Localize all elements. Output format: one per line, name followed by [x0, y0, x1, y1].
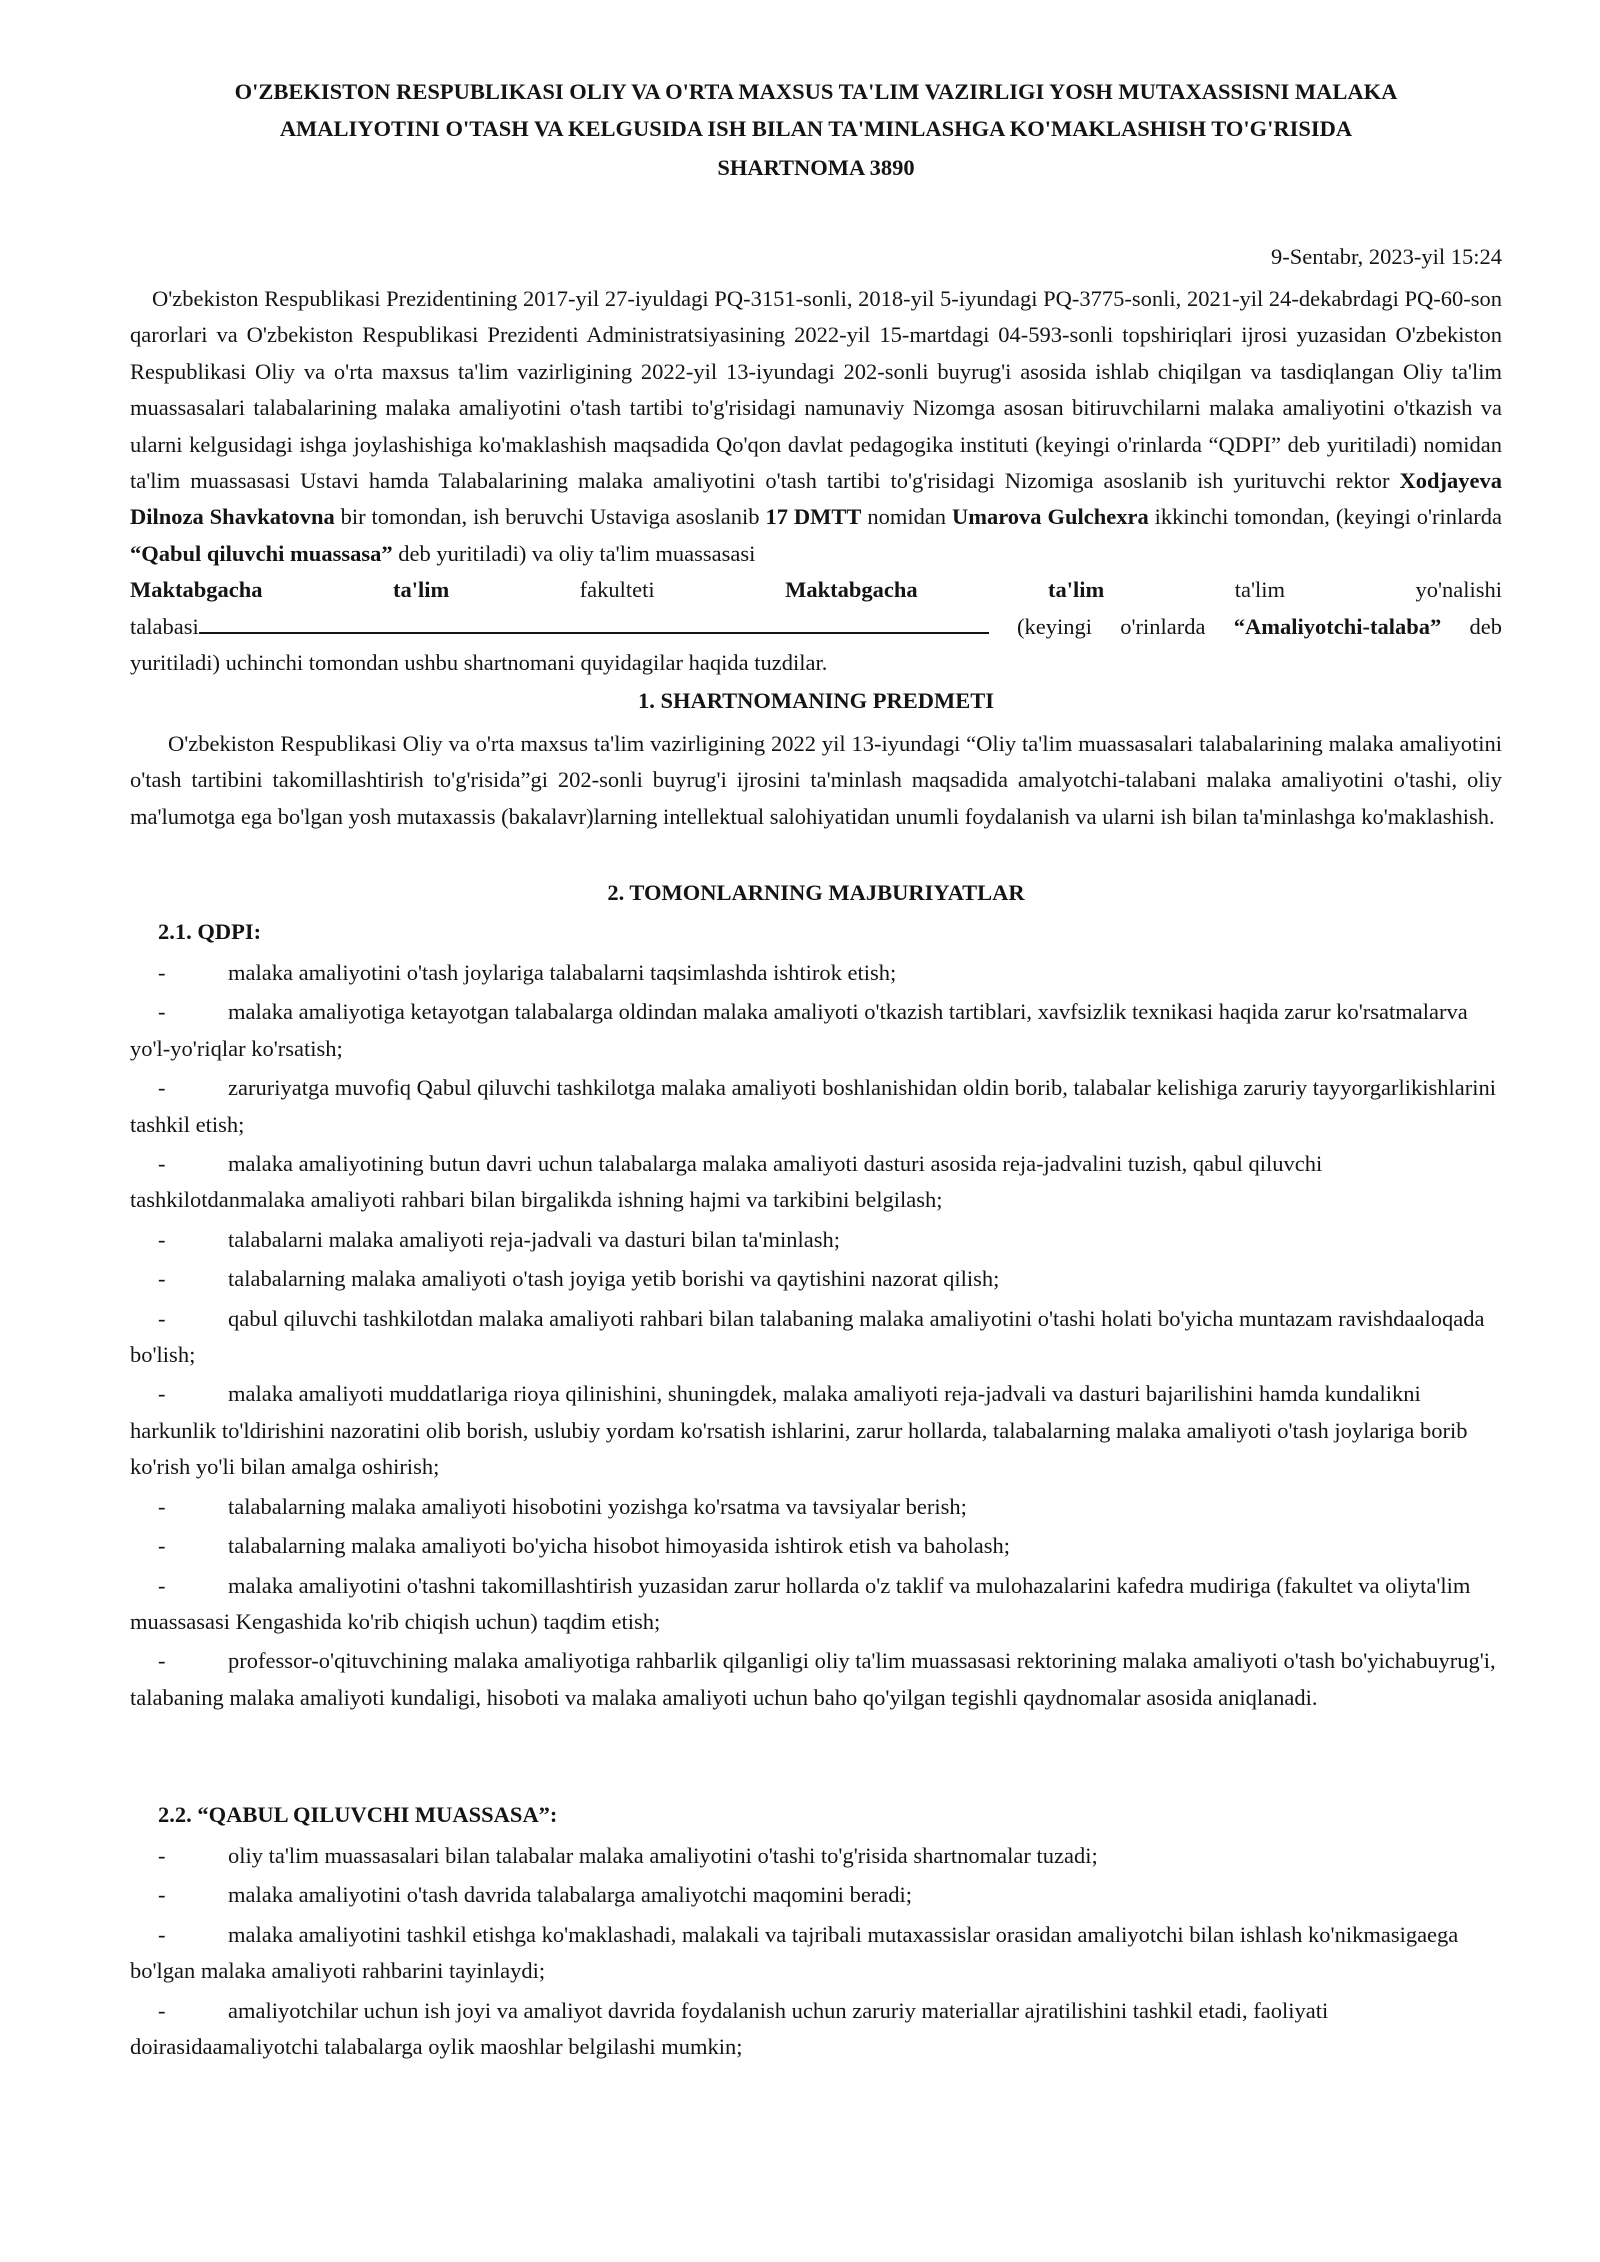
faculty-line [130, 572, 1502, 608]
list-item-text: malaka amaliyotini tashkil etishga ko'maklashadi, malakali va tajribali mutaxassislar orasidan amaliyotchi bilan ishlash ko'nikmasigaega bo'lgan malaka amaliyoti rahbarini tayinlaydi; [130, 1921, 1459, 1984]
student-name-blank [199, 612, 989, 634]
list-item-text: talabalarni malaka amaliyoti reja-jadvali va dasturi bilan ta'minlash; [228, 1226, 840, 1252]
student-label: talabasi [130, 613, 199, 639]
dash-marker: - [158, 960, 166, 985]
list-item-text: malaka amaliyotining butun davri uchun talabalarga malaka amaliyoti dasturi asosida reja-jadvalini tuzish, qabul qiluvchi tashkilotdanmalaka amaliyoti rahbari bilan birgalikda ishning hajmi va tarkibini belgilash; [130, 1151, 1323, 1213]
intro-text-3: nomidan [867, 504, 947, 530]
intern-student-term: “Amaliyotchi-talaba” [1233, 613, 1442, 639]
intro-paragraph [130, 281, 1502, 681]
receiving-institution-obligations-list [130, 1838, 1502, 2068]
list-item [130, 1489, 1502, 1525]
dash-marker: - [158, 1226, 166, 1252]
dash-marker: - [158, 1997, 166, 2023]
list-item [130, 1838, 1502, 1874]
list-item [130, 1261, 1502, 1297]
list-item [130, 1222, 1502, 1258]
list-item-text: malaka amaliyotiga ketayotgan talabalarga oldindan malaka amaliyoti o'tkazish tartiblari, xavfsizlik texnikasi haqida zarur ko'rsatmalarva yo'l-yo'riqlar ko'rsatish; [130, 999, 1468, 1061]
subsection-2-2-heading: 2.2. “QABUL QILUVCHI MUASSASA”: [158, 1802, 558, 1827]
organization-name: 17 DMTT [765, 504, 862, 530]
faculty-label: fakulteti [579, 577, 655, 603]
dash-marker: - [158, 1151, 166, 1177]
direction-name: Maktabgacha ta'lim [785, 577, 1105, 603]
intro-text-2: bir tomondan, ish beruvchi Ustaviga asoslanib [340, 504, 760, 530]
intro-text-11: yuritiladi) uchinchi tomondan ushbu shartnomani quyidagilar haqida tuzdilar. [130, 650, 828, 676]
qdpi-obligations-list [130, 955, 1502, 1719]
list-item-text: malaka amaliyotini o'tash joylariga talabalarni taqsimlashda ishtirok etish; [228, 960, 897, 985]
contract-datetime: 9-Sentabr, 2023-yil 15:24 [1271, 244, 1502, 269]
list-item [130, 1376, 1502, 1485]
dash-marker: - [158, 1075, 166, 1101]
dash-marker: - [158, 999, 166, 1025]
direction-label: ta'lim yo'nalishi [1234, 577, 1503, 603]
list-item [130, 955, 1502, 991]
list-item [130, 1877, 1502, 1913]
list-item-text: malaka amaliyotini o'tash davrida talabalarga amaliyotchi maqomini beradi; [228, 1882, 913, 1908]
list-item [130, 1568, 1502, 1641]
list-item-text: talabalarning malaka amaliyoti o'tash joyiga yetib borishi va qaytishini nazorat qilish; [228, 1266, 1000, 1292]
subsection-2-1-heading: 2.1. QDPI: [158, 919, 262, 944]
contract-number: SHARTNOMA 3890 [717, 155, 915, 180]
dash-marker: - [158, 1533, 166, 1559]
receiving-institution-term: “Qabul qiluvchi muassasa” [130, 540, 393, 566]
list-item [130, 1643, 1502, 1716]
intro-text-4: ikkinchi tomondan, (keyingi o'rinlarda [1154, 504, 1502, 530]
list-item-text: malaka amaliyoti muddatlariga rioya qilinishini, shuningdek, malaka amaliyoti reja-jadvali va dasturi bajarilishini hamda kundalikni harkunlik to'ldirishini nazoratini olib borish, uslubiy yordam ko'rsatish ishlarini, zarur hollarda, talabalarning malaka amaliyoti o'tash joylariga borib ko'rish yo'li bilan amalga oshirish; [130, 1381, 1468, 1480]
intro-text-10: deb [1469, 613, 1503, 639]
list-item [130, 1146, 1502, 1219]
student-line [130, 609, 1502, 645]
faculty-name: Maktabgacha ta'lim [130, 577, 450, 603]
dash-marker: - [158, 1305, 166, 1331]
section-1-body: O'zbekiston Respublikasi Oliy va o'rta maxsus ta'lim vazirligining 2022 yil 13-iyundagi “Oliy ta'lim muassasalari talabalarining malaka amaliyotini o'tash tartibini takomillashtirish to'g'risida”gi 202-sonli buyrug'i ijrosini ta'minlash maqsadida amalyotchi-talabani malaka amaliyotini o'tashi, oliy ma'lumotga ega bo'lgan yosh mutaxassis (bakalavr)larning intellektual salohiyatidan unumli foydalanish va ularni ish bilan ta'minlashga ko'maklashish. [130, 731, 1502, 829]
dash-marker: - [158, 1882, 166, 1908]
list-item-text: oliy ta'lim muassasalari bilan talabalar malaka amaliyotini o'tashi to'g'risida shartnomalar tuzadi; [228, 1843, 1098, 1868]
rector-name: Xodjayeva Dilnoza Shavkatovna [130, 468, 1502, 530]
dash-marker: - [158, 1572, 166, 1598]
dash-marker: - [158, 1843, 166, 1868]
list-item-text: amaliyotchilar uchun ish joyi va amaliyot davrida foydalanish uchun zaruriy materiallar ajratilishini tashkil etadi, faoliyati doirasidaamaliyotchi talabalarga oylik maoshlar belgilashi mumkin; [130, 1997, 1329, 2060]
dash-marker: - [158, 1921, 166, 1947]
list-item [130, 1917, 1502, 1990]
list-item-text: talabalarning malaka amaliyoti bo'yicha hisobot himoyasida ishtirok etish va baholash; [228, 1533, 1010, 1559]
dash-marker: - [158, 1381, 166, 1407]
list-item [130, 1528, 1502, 1564]
list-item-text: talabalarning malaka amaliyoti hisobotini yozishga ko'rsatma va tavsiyalar berish; [228, 1493, 967, 1519]
list-item [130, 994, 1502, 1067]
employer-name: Umarova Gulchexra [951, 504, 1149, 530]
list-item [130, 1301, 1502, 1374]
dash-marker: - [158, 1493, 166, 1519]
list-item-text: professor-o'qituvchining malaka amaliyotiga rahbarlik qilganligi oliy ta'lim muassasasi rektorining malaka amaliyoti o'tash bo'yichabuyrug'i, talabaning malaka amaliyoti kundaligi, hisoboti va malaka amaliyoti uchun baho qo'yilgan tegishli qaydnomalar asosida aniqlanadi. [130, 1648, 1496, 1710]
intro-text-1: O'zbekiston Respublikasi Prezidentining 2017-yil 27-iyuldagi PQ-3151-sonli, 2018-yil 5-iyundagi PQ-3775-sonli, 2021-yil 24-dekabrdagi PQ-60-son qarorlari va O'zbekiston Respublikasi Prezidenti Administratsiyasining 2022-yil 15-martdagi 04-593-sonli topshiriqlari ijrosi yuzasidan O'zbekiston Respublikasi Oliy va o'rta maxsus ta'lim vazirligining 2022-yil 13-iyundagi 202-sonli buyrug'i asosida ishlab chiqilgan va tasdiqlangan Oliy ta'lim muassasalari talabalarining malaka amaliyotini o'tash tartibi to'g'risidagi namunaviy Nizomga asosan bitiruvchilarni malaka amaliyotini o'tkazish va ularni kelgusidagi ishga joylashishiga ko'maklashish maqsadida Qo'qon davlat pedagogika instituti (keyingi o'rinlarda “QDPI” deb yuritiladi) nomidan ta'lim muassasasi Ustavi hamda Talabalarining malaka amaliyotini o'tash tartibi to'g'risidagi Nizomiga asoslanib ish yurituvchi rektor [130, 286, 1502, 494]
dash-marker: - [158, 1648, 166, 1674]
list-item-text: zaruriyatga muvofiq Qabul qiluvchi tashkilotga malaka amaliyoti boshlanishidan oldin borib, talabalar kelishiga zaruriy tayyorgarlikishlarini tashkil etish; [130, 1075, 1496, 1137]
list-item-text: qabul qiluvchi tashkilotdan malaka amaliyoti rahbari bilan talabaning malaka amaliyotini o'tashi holati bo'yicha muntazam ravishdaaloqada bo'lish; [130, 1305, 1485, 1368]
list-item [130, 1070, 1502, 1143]
section-1-heading: 1. SHARTNOMANING PREDMETI [637, 688, 995, 713]
intro-text-9: (keyingi o'rinlarda [1017, 613, 1206, 639]
list-item-text: malaka amaliyotini o'tashni takomillashtirish yuzasidan zarur hollarda o'z taklif va mulohazalarini kafedra mudiriga (fakultet va oliyta'lim muassasasi Kengashida ko'rib chiqish uchun) taqdim etish; [130, 1572, 1471, 1634]
intro-text-5: deb yuritiladi) va oliy ta'lim muassasasi [398, 540, 756, 566]
dash-marker: - [158, 1266, 166, 1292]
title-line-1: O'ZBEKISTON RESPUBLIKASI OLIY VA O'RTA MAXSUS TA'LIM VAZIRLIGI YOSH MUTAXASSISNI MALAKA [234, 79, 1398, 104]
title-line-2: AMALIYOTINI O'TASH VA KELGUSIDA ISH BILAN TA'MINLASHGA KO'MAKLASHISH TO'G'RISIDA [279, 116, 1353, 141]
document-title [130, 73, 1502, 147]
list-item [130, 1993, 1502, 2066]
section-2-heading: 2. TOMONLARNING MAJBURIYATLAR [607, 880, 1025, 905]
